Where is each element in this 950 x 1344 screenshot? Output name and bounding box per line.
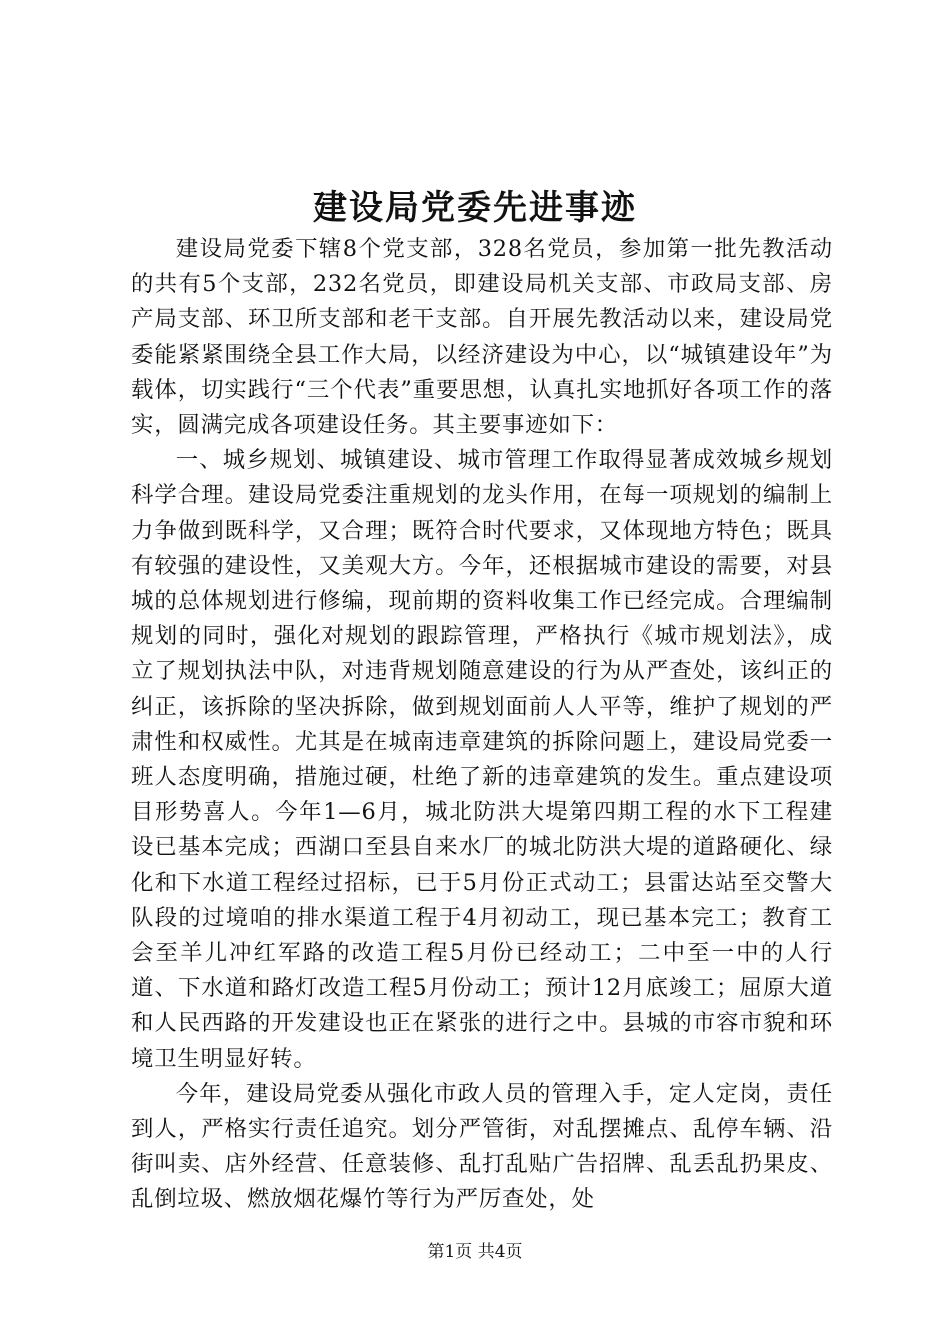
- paragraph-city-management: 今年，建设局党委从强化市政人员的管理入手，定人定岗，责任到人，严格实行责任追究。划分严管街，对乱摆摊点、乱停车辆、沿街叫卖、店外经营、任意装修、乱打乱贴广告招牌、乱丢乱扔果皮、乱倒垃圾、燃放烟花爆竹等行为严厉查处，处: [131, 1080, 833, 1213]
- page-footer: 第1页 共4页: [427, 1242, 523, 1262]
- paragraph-section-one: 一、城乡规划、城镇建设、城市管理工作取得显著成效城乡规划科学合理。建设局党委注重规划的龙头作用，在每一项规划的编制上力争做到既科学，又合理；既符合时代要求，又体现地方特色；既具有较强的建设性，又美观大方。今年，还根据城市建设的需要，对县城的总体规划进行修编，现前期的资料收集工作已经完成。合理编制规划的同时，强化对规划的跟踪管理，严格执行《城市规划法》，成立了规划执法中队，对违背规划随意建设的行为从严查处，该纠正的纠正，该拆除的坚决拆除，做到规划面前人人平等，维护了规划的严肃性和权威性。尤其是在城南违章建筑的拆除问题上，建设局党委一班人态度明确，措施过硬，杜绝了新的违章建筑的发生。重点建设项目形势喜人。今年1—6月，城北防洪大堤第四期工程的水下工程建设已基本完成；西湖口至县自来水厂的城北防洪大堤的道路硬化、绿化和下水道工程经过招标，已于5月份正式动工；县雷达站至交警大队段的过境咱的排水渠道工程于4月初动工，现已基本完工；教育工会至羊儿冲红军路的改造工程5月份已经动工；二中至一中的人行道、下水道和路灯改造工程5月份动工；预计12月底竣工；屈原大道和人民西路的开发建设也正在紧张的进行之中。县城的市容市貌和环境卫生明显好转。: [131, 447, 833, 1072]
- paragraph-intro: 建设局党委下辖8个党支部，328名党员，参加第一批先教活动的共有5个支部，232名党员，即建设局机关支部、市政局支部、房产局支部、环卫所支部和老干支部。自开展先教活动以来，建设局党委能紧紧围绕全县工作大局，以经济建设为中心，以“城镇建设年”为载体，切实践行“三个代表”重要思想，认真扎实地抓好各项工作的落实，圆满完成各项建设任务。其主要事迹如下：: [131, 236, 833, 439]
- document-title: 建设局党委先进事迹: [313, 188, 637, 228]
- document-body: [131, 232, 833, 1218]
